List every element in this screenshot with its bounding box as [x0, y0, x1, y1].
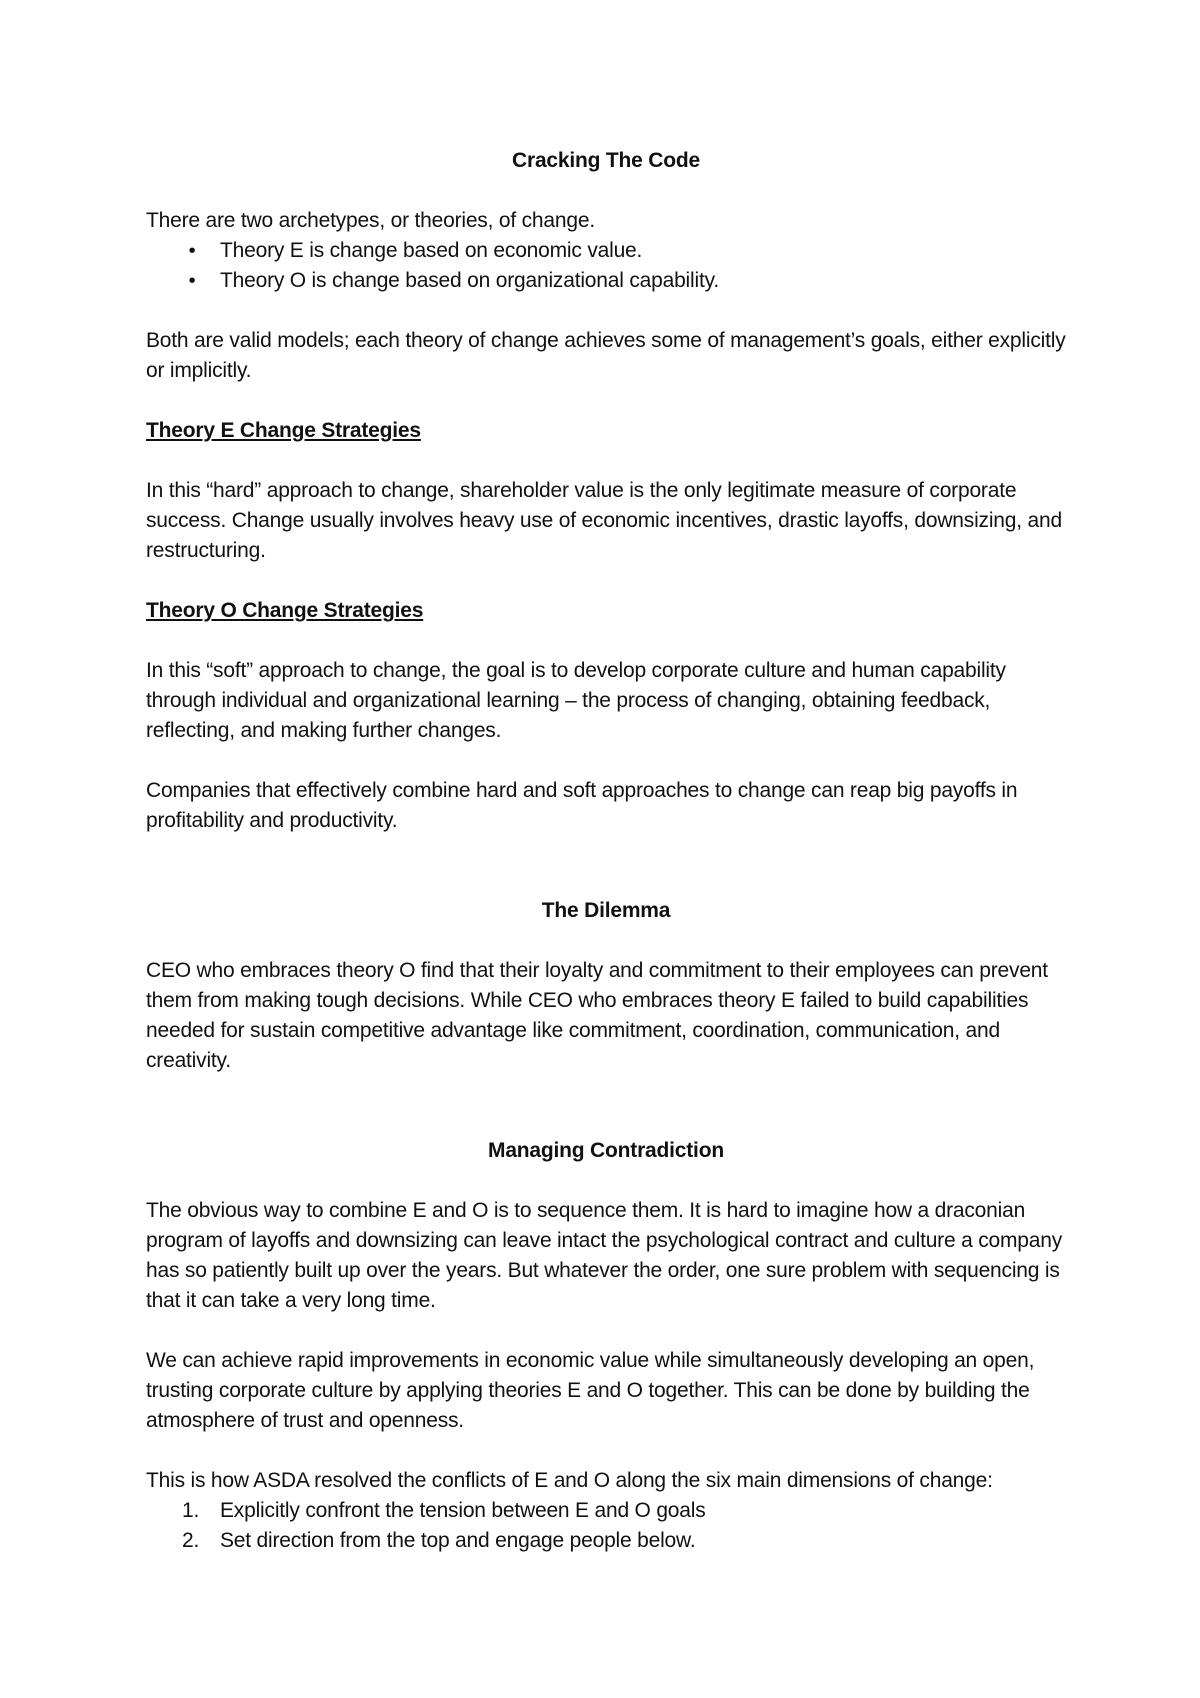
list-item — [146, 1496, 1066, 1526]
contradiction-paragraph-1: The obvious way to combine E and O is to sequence them. It is hard to imagine how a draconian program of layoffs and downsizing can leave intact the psychological contract and culture a company has so patiently built up over the years. But whatever the order, one sure problem with sequencing is that it can take a very long time. — [146, 1199, 1063, 1312]
asda-steps-list — [146, 1496, 1066, 1556]
dilemma-heading: The Dilemma — [541, 899, 671, 922]
step-text: Set direction from the top and engage people below. — [220, 1529, 696, 1552]
valid-models-paragraph: Both are valid models; each theory of change achieves some of management’s goals, either explicitly or implicitly. — [146, 329, 1066, 382]
document-body — [146, 146, 1066, 1556]
contradiction-heading: Managing Contradiction — [488, 1139, 724, 1162]
bullet-icon: • — [188, 270, 196, 292]
document-title: Cracking The Code — [512, 149, 700, 172]
theory-o-paragraph: In this “soft” approach to change, the goal is to develop corporate culture and human capability through individual and organizational learning – the process of changing, obtaining feedback, reflecting, and making further changes. — [146, 659, 1006, 742]
contradiction-paragraph-3: This is how ASDA resolved the conflicts of E and O along the six main dimensions of change: — [146, 1469, 993, 1492]
list-item — [146, 266, 1066, 296]
contradiction-paragraph-2: We can achieve rapid improvements in economic value while simultaneously developing an open, trusting corporate culture by applying theories E and O together. This can be done by building the atmosphere of trust and openness. — [146, 1349, 1035, 1432]
theory-bullet-list — [146, 236, 1066, 296]
dilemma-paragraph: CEO who embraces theory O find that their loyalty and commitment to their employees can prevent them from making tough decisions. While CEO who embraces theory E failed to build capabilities needed for sustain competitive advantage like commitment, coordination, communication, and creativity. — [146, 959, 1048, 1072]
step-text: Explicitly confront the tension between E and O goals — [220, 1499, 706, 1522]
bullet-icon: • — [188, 240, 196, 262]
section-spacer — [146, 866, 1066, 896]
list-item — [146, 236, 1066, 266]
step-number: 2. — [182, 1529, 200, 1552]
list-item — [146, 1526, 1066, 1556]
theory-o-heading: Theory O Change Strategies — [146, 599, 424, 622]
combine-paragraph: Companies that effectively combine hard and soft approaches to change can reap big payoffs in profitability and productivity. — [146, 779, 1018, 832]
theory-e-paragraph: In this “hard” approach to change, shareholder value is the only legitimate measure of corporate success. Change usually involves heavy use of economic incentives, drastic layoffs, downsizing, and restructuring. — [146, 479, 1062, 562]
theory-e-heading: Theory E Change Strategies — [146, 419, 421, 442]
intro-text: There are two archetypes, or theories, of change. — [146, 209, 595, 232]
step-number: 1. — [182, 1499, 200, 1522]
section-spacer — [146, 1106, 1066, 1136]
bullet-text: Theory O is change based on organizational capability. — [220, 269, 719, 292]
bullet-text: Theory E is change based on economic value. — [220, 239, 643, 262]
